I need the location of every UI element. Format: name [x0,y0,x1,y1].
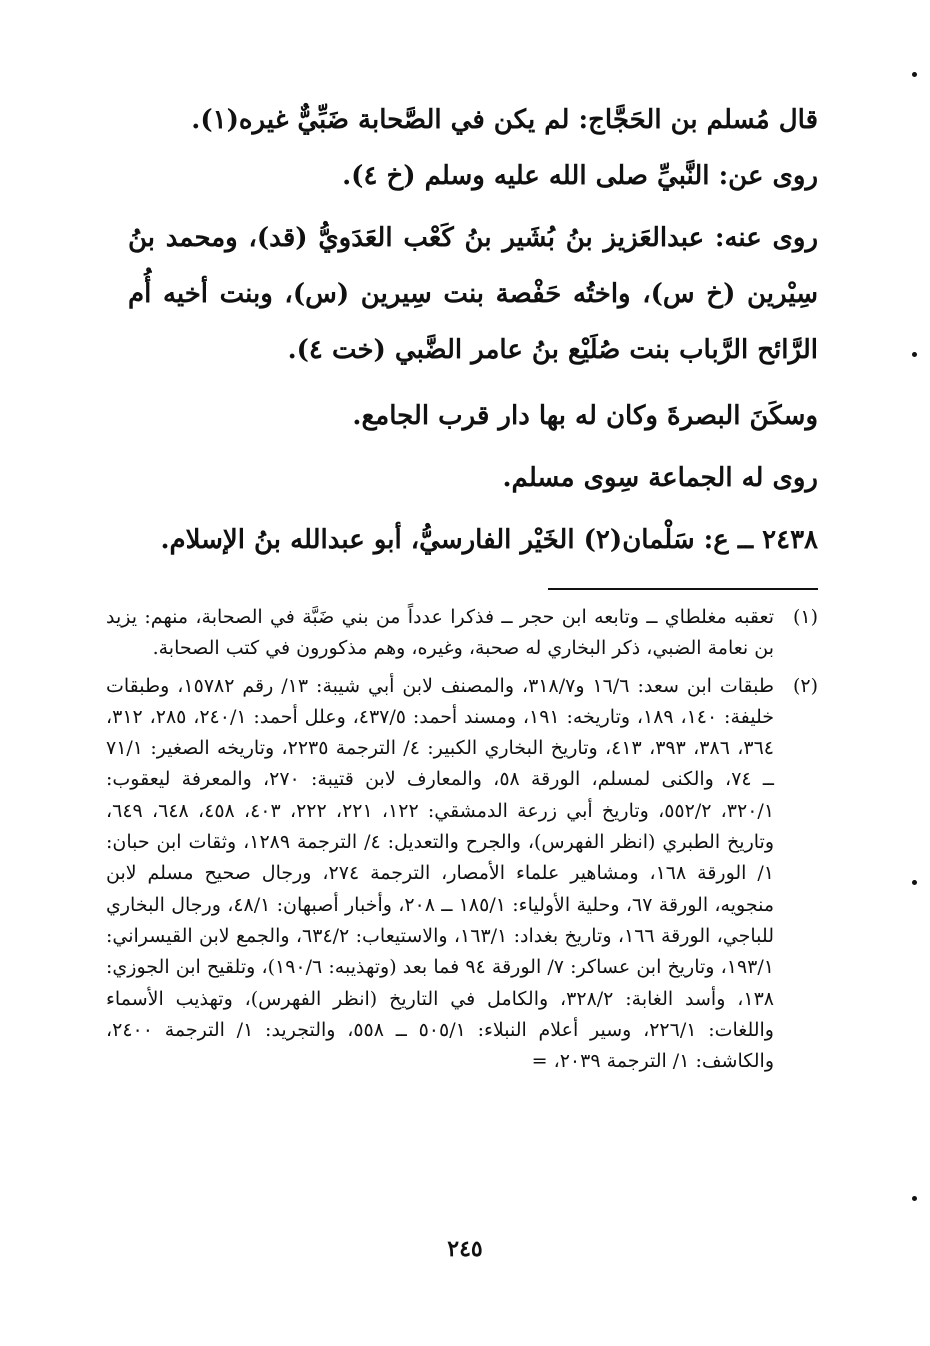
footnote [106,671,818,1078]
text-line-residence: وسكَنَ البصرةَ وكان له بها دار قرب الجامع. [352,401,818,431]
main-text [128,92,818,568]
narrators-paragraph [128,210,818,378]
margin-dot [912,880,917,885]
footnote-number: (٢) [792,674,818,697]
margin-dot [912,1196,917,1201]
page-number: ٢٤٥ [447,1236,483,1262]
footnote-number: (١) [792,606,818,628]
margin-dot [912,352,917,357]
text-line-muslim-quote: قال مُسلم بن الحَجَّاج: لم يكن في الصَّحابة ضَبِّيٌّ غيره(١). [191,105,818,135]
footnote-text: تعقبه مغلطاي ــ وتابعه ابن حجر ــ فذكرا عدداً من بني ضَبَّة في الصحابة، منهم: يزيد بن نعامة الضبي، ذكر البخاري له صحبة، وغيره، وهم مذكورون في كتب الصحابة. [106,606,774,660]
text-para-narrated-by: روى عنه: عبدالعَزيز بنُ بُشَير بنُ كَعْب العَدَويُّ (قد)، ومحمد بنُ سِيْرين (خ س)، واختُه حَفْصة بنت سِيرين (س)، وبنت أخيه أُم الرَّائح الرَّباب بنت صُلَيْع بنُ عامر الضَّبي (خت ٤). [128,223,818,365]
footnote-separator [548,588,818,590]
entry-heading-salman: ٢٤٣٨ ــ ع: سَلْمان(٢) الخَيْر الفارسيُّ، أبو عبدالله بنُ الإسلام. [160,525,818,555]
text-line-narrated-from: روى عن: النَّبيِّ صلى الله عليه وسلم (خ ٤). [342,161,818,191]
footnotes [106,602,818,1077]
footnote-text: طبقات ابن سعد: ١٦/٦ و٣١٨/٧، والمصنف لابن أبي شيبة: ١٣/ رقم ١٥٧٨٢، وطبقات خليفة: ١٤٠، ١٨٩، وتاريخه: ١٩١، ومسند أحمد: ٤٣٧/٥، وعلل أحمد: ٢٤٠/١، ٢٨٥، ٣١٢، ٣٦٤، ٣٨٦، ٣٩٣، ٤١٣، وتاريخ البخاري الكبير: ٤/ الترجمة ٢٢٣٥، وتاريخه الصغير: ٧١/١ ــ ٧٤، والكنى لمسلم، الورقة ٥٨، والمعارف لابن قتيبة: ٢٧٠، والمعرفة ليعقوب: ٣٢٠/١، ٥٥٢/٢، وتاريخ أبي زرعة الدمشقي: ١٢٢، ٢٢١، ٢٢٢، ٤٠٣، ٤٥٨، ٦٤٨، ٦٤٩، وتاريخ الطبري (انظر الفهرس)، والجرح والتعديل: ٤/ الترجمة ١٢٨٩، وثقات ابن حبان: ١/ الورقة ١٦٨، ومشاهير علماء الأمصار، الترجمة ٢٧٤، ورجال صحيح مسلم لابن منجويه، الورقة ٦٧، وحلية الأولياء: ١٨٥/١ ــ ٢٠٨، وأخبار أصبهان: ٤٨/١، ورجال البخاري للباجي، الورقة ١٦٦، وتاريخ بغداد: ١٦٣/١، والاستيعاب: ٦٣٤/٢، والجمع لابن القيسراني: ١٩٣/١، وتاريخ ابن عساكر: ٧/ الورقة ٩٤ فما بعد (وتهذيبه: ١٩٠/٦)، وتلقيح ابن الجوزي: ١٣٨، وأسد الغابة: ٣٢٨/٢، والكامل في التاريخ (انظر الفهرس)، وتهذيب الأسماء واللغات: ٢٢٦/١، وسير أعلام النبلاء: ٥٠٥/١ ــ ٥٥٨، والتجريد: ١/ الترجمة ٢٤٠٠، والكاشف: ١/ الترجمة ٢٠٣٩، = [106,674,775,1073]
text-line-transmitters: روى له الجماعة سِوى مسلم. [502,463,818,493]
margin-dot [912,72,917,77]
footnote [106,602,818,665]
